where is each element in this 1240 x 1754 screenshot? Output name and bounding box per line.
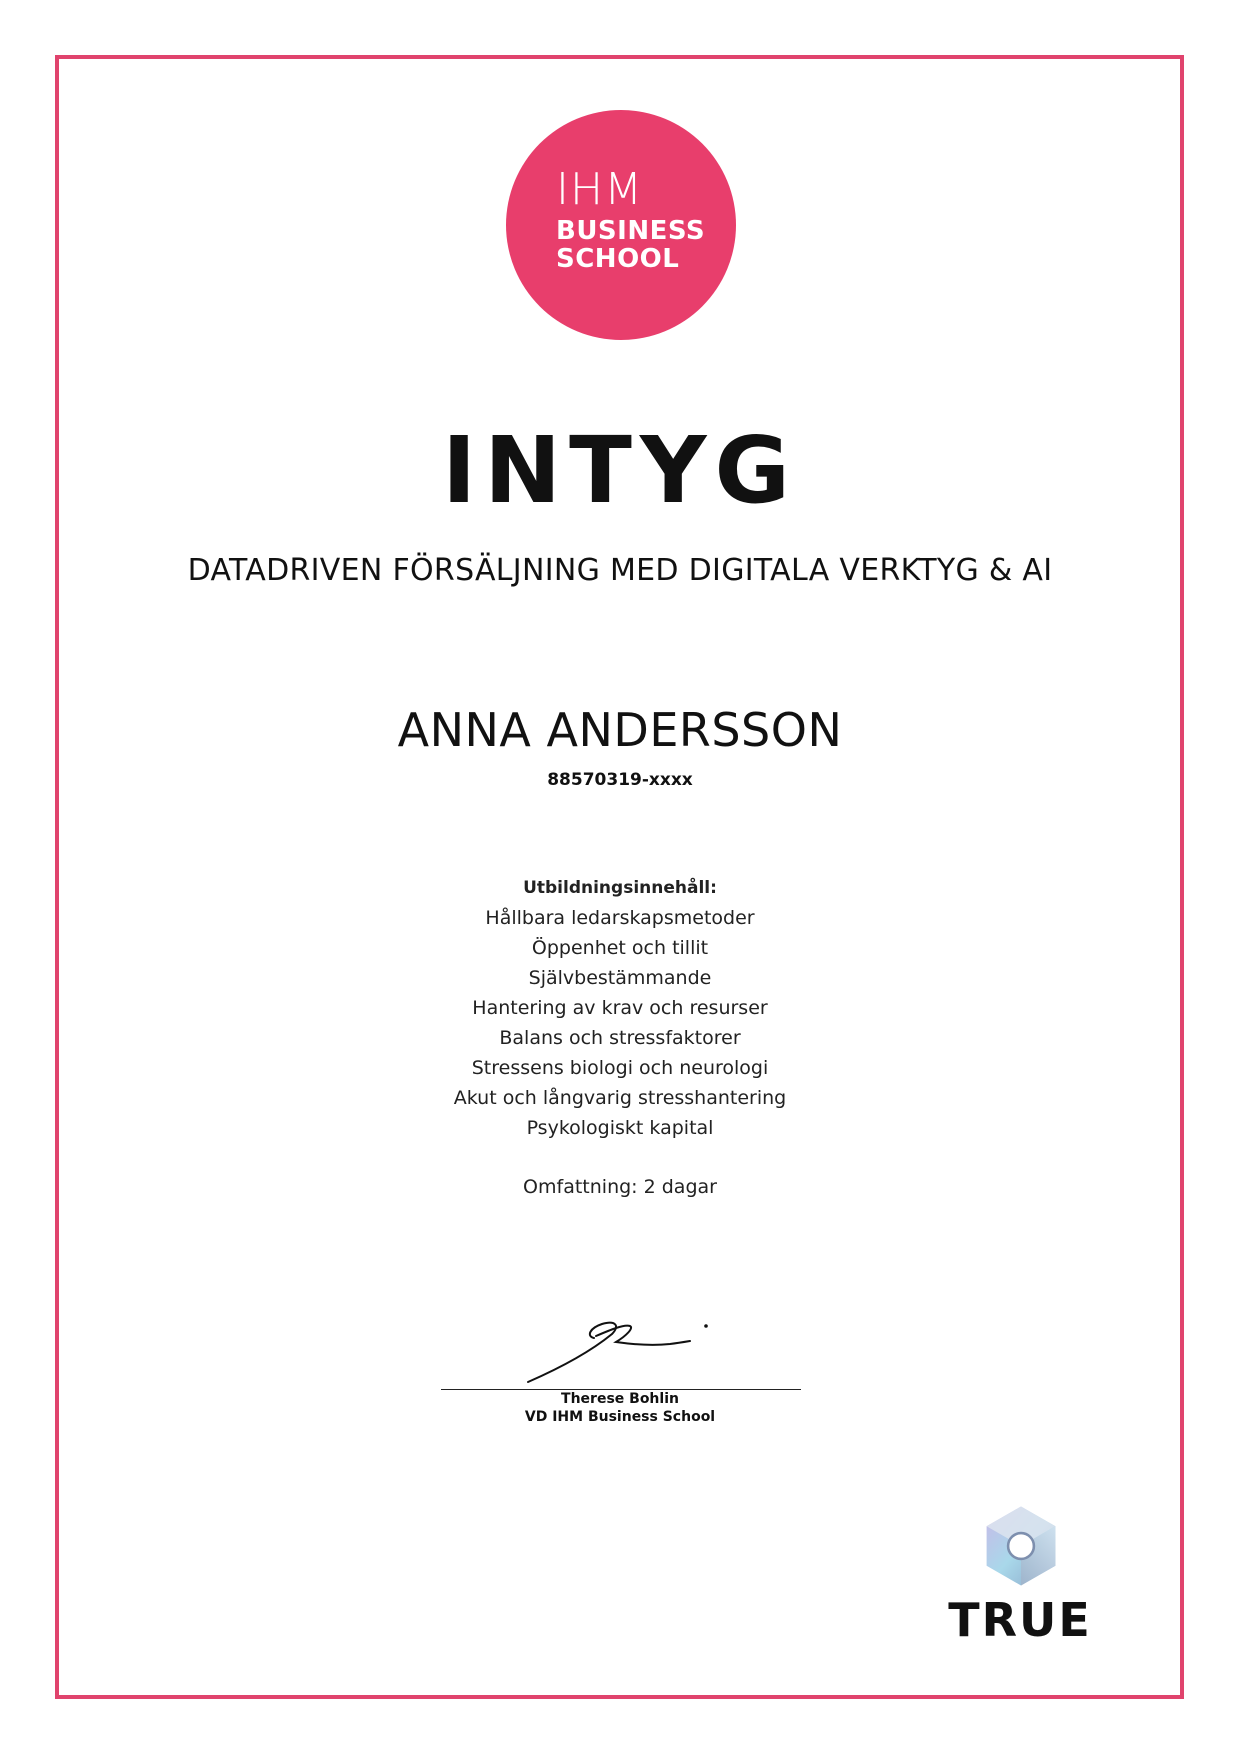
logo-business-text: BUSINESS <box>556 216 706 246</box>
content-item: Akut och långvarig stresshantering <box>453 1087 787 1109</box>
course-name: DATADRIVEN FÖRSÄLJNING MED DIGITALA VERKTYG & AI <box>187 553 1053 588</box>
content-list <box>0 903 1240 1143</box>
true-partner-logo-text: TRUE <box>948 1593 1092 1647</box>
content-item: Balans och stressfaktorer <box>499 1027 741 1049</box>
signer-name: Therese Bohlin <box>561 1391 679 1407</box>
signer-block <box>0 1390 1240 1426</box>
content-item: Psykologiskt kapital <box>526 1117 714 1139</box>
course-content <box>0 873 1240 1202</box>
logo-ihm-text: IHM <box>556 164 644 215</box>
signer-role: VD IHM Business School <box>524 1409 716 1425</box>
content-item: Öppenhet och tillit <box>531 937 709 959</box>
content-item: Självbestämmande <box>528 967 712 989</box>
content-item: Hållbara ledarskapsmetoder <box>485 907 755 929</box>
handwritten-signature <box>520 1316 720 1386</box>
certificate-title: INTYG <box>441 417 799 524</box>
content-heading: Utbildningsinnehåll: <box>523 878 717 898</box>
ihm-business-school-logo <box>506 110 736 340</box>
cube-logo-icon <box>978 1503 1064 1589</box>
content-item: Hantering av krav och resurser <box>472 997 768 1019</box>
personal-number: 88570319-xxxx <box>547 770 693 790</box>
content-item: Stressens biologi och neurologi <box>471 1057 769 1079</box>
logo-school-text: SCHOOL <box>556 244 680 274</box>
recipient-name: ANNA ANDERSSON <box>397 703 843 757</box>
course-extent: Omfattning: 2 dagar <box>523 1176 717 1198</box>
